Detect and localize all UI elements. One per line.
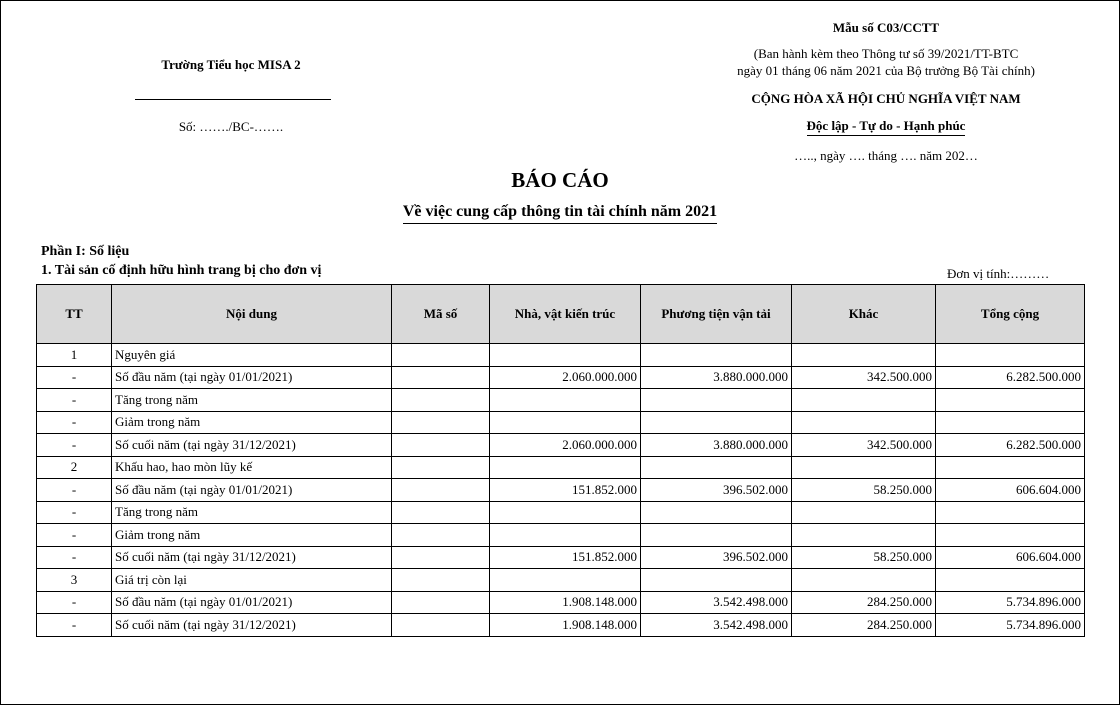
cell-col-other: 58.250.000 <box>792 546 936 569</box>
cell-col-other: 284.250.000 <box>792 591 936 614</box>
header-col-vehicles: Phương tiện vận tải <box>641 285 792 344</box>
cell-col-content: Giảm trong năm <box>112 411 392 434</box>
unit-label: Đơn vị tính:……… <box>947 266 1050 281</box>
part-title: Phần I: Số liệu <box>41 244 130 259</box>
cell-col-other <box>792 411 936 434</box>
table-row <box>37 411 1085 434</box>
table-row <box>37 591 1085 614</box>
cell-col-tt: - <box>37 479 112 502</box>
national-motto-text: Độc lập - Tự do - Hạnh phúc <box>807 118 966 136</box>
cell-col-vehicles <box>641 456 792 479</box>
document-number: Số: ……./BC-……. <box>178 119 284 134</box>
cell-col-code <box>392 389 490 412</box>
cell-col-vehicles <box>641 344 792 367</box>
cell-col-tt: - <box>37 546 112 569</box>
issued-by-line-1: (Ban hành kèm theo Thông tư số 39/2021/TT-BTC <box>753 46 1019 61</box>
cell-col-code <box>392 456 490 479</box>
cell-col-other: 284.250.000 <box>792 614 936 637</box>
cell-col-content: Số đầu năm (tại ngày 01/01/2021) <box>112 366 392 389</box>
report-subtitle <box>1 203 1119 221</box>
cell-col-vehicles: 396.502.000 <box>641 479 792 502</box>
cell-col-code <box>392 614 490 637</box>
cell-col-total: 5.734.896.000 <box>936 591 1085 614</box>
cell-col-content: Tăng trong năm <box>112 501 392 524</box>
cell-col-buildings <box>490 569 641 592</box>
issued-by-line-2: ngày 01 tháng 06 năm 2021 của Bộ trưởng Bộ Tài chính) <box>737 63 1035 78</box>
table-row <box>37 434 1085 457</box>
report-title: BÁO CÁO <box>511 168 609 192</box>
cell-col-code <box>392 344 490 367</box>
cell-col-total <box>936 344 1085 367</box>
cell-col-code <box>392 569 490 592</box>
cell-col-vehicles: 3.542.498.000 <box>641 614 792 637</box>
cell-col-code <box>392 411 490 434</box>
table-body <box>37 344 1085 637</box>
table-row <box>37 501 1085 524</box>
cell-col-content: Số cuối năm (tại ngày 31/12/2021) <box>112 546 392 569</box>
cell-col-content: Số cuối năm (tại ngày 31/12/2021) <box>112 614 392 637</box>
header-col-tt: TT <box>37 285 112 344</box>
header-col-code: Mã số <box>392 285 490 344</box>
report-subtitle-text: Về việc cung cấp thông tin tài chính năm 2021 <box>403 203 717 224</box>
cell-col-other: 342.500.000 <box>792 366 936 389</box>
cell-col-other: 342.500.000 <box>792 434 936 457</box>
table-row <box>37 456 1085 479</box>
cell-col-buildings: 151.852.000 <box>490 479 641 502</box>
cell-col-code <box>392 546 490 569</box>
cell-col-buildings <box>490 501 641 524</box>
table-row <box>37 389 1085 412</box>
cell-col-buildings: 1.908.148.000 <box>490 614 641 637</box>
cell-col-total <box>936 389 1085 412</box>
cell-col-tt: 1 <box>37 344 112 367</box>
form-code: Mẫu số C03/CCTT <box>832 20 940 35</box>
cell-col-buildings: 1.908.148.000 <box>490 591 641 614</box>
cell-col-tt: - <box>37 524 112 547</box>
date-line: ….., ngày …. tháng …. năm 202… <box>794 148 978 163</box>
nation-heading: CỘNG HÒA XÃ HỘI CHỦ NGHĨA VIỆT NAM <box>751 91 1021 106</box>
cell-col-total <box>936 456 1085 479</box>
cell-col-tt: - <box>37 389 112 412</box>
cell-col-code <box>392 479 490 502</box>
table-row <box>37 479 1085 502</box>
cell-col-tt: - <box>37 591 112 614</box>
cell-col-content: Nguyên giá <box>112 344 392 367</box>
cell-col-buildings: 151.852.000 <box>490 546 641 569</box>
cell-col-total <box>936 524 1085 547</box>
cell-col-other <box>792 456 936 479</box>
cell-col-tt: 3 <box>37 569 112 592</box>
cell-col-total: 6.282.500.000 <box>936 434 1085 457</box>
cell-col-code <box>392 591 490 614</box>
national-motto <box>701 118 1071 134</box>
cell-col-buildings <box>490 344 641 367</box>
cell-col-code <box>392 501 490 524</box>
cell-col-vehicles: 3.880.000.000 <box>641 434 792 457</box>
cell-col-code <box>392 434 490 457</box>
cell-col-code <box>392 524 490 547</box>
cell-col-content: Khấu hao, hao mòn lũy kế <box>112 456 392 479</box>
cell-col-total <box>936 501 1085 524</box>
cell-col-content: Số đầu năm (tại ngày 01/01/2021) <box>112 591 392 614</box>
cell-col-buildings: 2.060.000.000 <box>490 366 641 389</box>
cell-col-total: 606.604.000 <box>936 479 1085 502</box>
fixed-assets-table <box>36 284 1085 637</box>
cell-col-tt: - <box>37 614 112 637</box>
cell-col-tt: - <box>37 366 112 389</box>
header-col-buildings: Nhà, vật kiến trúc <box>490 285 641 344</box>
cell-col-tt: - <box>37 434 112 457</box>
cell-col-other <box>792 524 936 547</box>
cell-col-content: Giá trị còn lại <box>112 569 392 592</box>
cell-col-total: 5.734.896.000 <box>936 614 1085 637</box>
cell-col-buildings <box>490 524 641 547</box>
cell-col-content: Giảm trong năm <box>112 524 392 547</box>
header-col-other: Khác <box>792 285 936 344</box>
cell-col-vehicles <box>641 569 792 592</box>
cell-col-vehicles <box>641 524 792 547</box>
cell-col-other <box>792 569 936 592</box>
cell-col-buildings <box>490 389 641 412</box>
cell-col-vehicles <box>641 389 792 412</box>
cell-col-content: Tăng trong năm <box>112 389 392 412</box>
table-row <box>37 344 1085 367</box>
header-col-content: Nội dung <box>112 285 392 344</box>
cell-col-tt: - <box>37 411 112 434</box>
cell-col-content: Số đầu năm (tại ngày 01/01/2021) <box>112 479 392 502</box>
cell-col-buildings <box>490 456 641 479</box>
cell-col-tt: 2 <box>37 456 112 479</box>
cell-col-vehicles <box>641 411 792 434</box>
cell-col-vehicles: 396.502.000 <box>641 546 792 569</box>
table-header <box>37 285 1085 344</box>
cell-col-total: 6.282.500.000 <box>936 366 1085 389</box>
table-row <box>37 366 1085 389</box>
cell-col-buildings: 2.060.000.000 <box>490 434 641 457</box>
header-col-total: Tổng cộng <box>936 285 1085 344</box>
cell-col-other <box>792 389 936 412</box>
cell-col-vehicles: 3.880.000.000 <box>641 366 792 389</box>
cell-col-other <box>792 501 936 524</box>
organization-divider <box>135 99 331 100</box>
table-row <box>37 546 1085 569</box>
cell-col-content: Số cuối năm (tại ngày 31/12/2021) <box>112 434 392 457</box>
cell-col-other <box>792 344 936 367</box>
table-row <box>37 524 1085 547</box>
cell-col-total: 606.604.000 <box>936 546 1085 569</box>
cell-col-code <box>392 366 490 389</box>
cell-col-tt: - <box>37 501 112 524</box>
cell-col-total <box>936 411 1085 434</box>
organization-name: Trường Tiểu học MISA 2 <box>161 57 301 72</box>
cell-col-vehicles <box>641 501 792 524</box>
table-header-row <box>37 285 1085 344</box>
cell-col-total <box>936 569 1085 592</box>
section-title: 1. Tài sản cố định hữu hình trang bị cho đơn vị <box>41 263 322 278</box>
cell-col-vehicles: 3.542.498.000 <box>641 591 792 614</box>
cell-col-other: 58.250.000 <box>792 479 936 502</box>
cell-col-buildings <box>490 411 641 434</box>
table-row <box>37 569 1085 592</box>
table-row <box>37 614 1085 637</box>
